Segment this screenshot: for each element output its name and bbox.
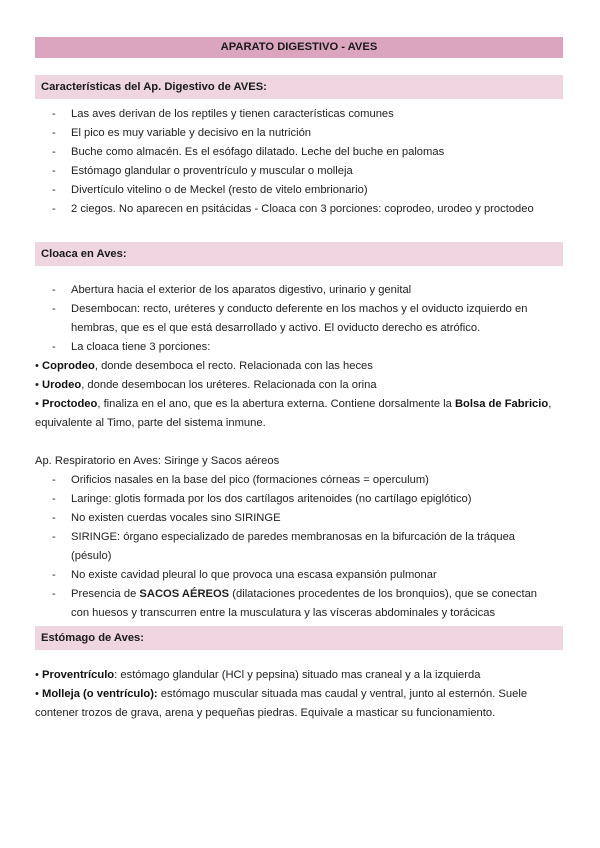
list-item: - SIRINGE: órgano especializado de paredes membranosas en la bifurcación de la tráquea (pésulo) xyxy=(52,528,552,566)
list-item: - Desembocan: recto, uréteres y conducto deferente en los machos y el oviducto izquierdo en hembras, que es el que está desarrollado y activo. El oviducto derecho es atrófico. xyxy=(52,300,552,338)
list-item: - Divertículo vitelino o de Meckel (resto de vitelo embrionario) xyxy=(52,181,552,200)
list-item: - La cloaca tiene 3 porciones: xyxy=(52,338,552,357)
list-item: - Abertura hacia el exterior de los aparatos digestivo, urinario y genital xyxy=(52,281,552,300)
estomago-item-proventriculo: • Proventrículo: estómago glandular (HCl y pepsina) situado mas craneal y a la izquierda xyxy=(35,669,481,681)
list-item: - Estómago glandular o proventrículo y muscular o molleja xyxy=(52,162,552,181)
estomago-item-molleja: • Molleja (o ventrículo): estómago muscular situada mas caudal y ventral, junto al esternón. Suele contener trozos de grava, arena y pequeñas piedras. Equivale a masticar su funcionamiento. xyxy=(35,688,528,719)
list-item: - 2 ciegos. No aparecen en psitácidas - Cloaca con 3 porciones: coprodeo, urodeo y proctodeo xyxy=(52,200,552,219)
list-item: - Las aves derivan de los reptiles y tienen características comunes xyxy=(52,105,552,124)
list-item: - Buche como almacén. Es el esófago dilatado. Leche del buche en palomas xyxy=(52,143,552,162)
term-proctodeo: Proctodeo xyxy=(42,398,98,410)
section-heading-estomago: Estómago de Aves: xyxy=(35,626,563,650)
section-heading-cloaca: Cloaca en Aves: xyxy=(35,242,563,266)
cloaca-portion-coprodeo: • Coprodeo, donde desemboca el recto. Relacionada con las heces xyxy=(35,360,373,372)
cloaca-portion-urodeo: • Urodeo, donde desembocan los uréteres. Relacionada con la orina xyxy=(35,379,377,391)
list-item: - Orificios nasales en la base del pico (formaciones córneas = operculum) xyxy=(52,471,552,490)
list-item: - No existe cavidad pleural lo que provoca una escasa expansión pulmonar xyxy=(52,566,552,585)
section-heading-caracteristicas: Características del Ap. Digestivo de AVES: xyxy=(35,75,563,99)
respiratorio-list xyxy=(52,471,552,623)
term-bolsa-fabricio: Bolsa de Fabricio xyxy=(454,398,549,410)
list-item: - Laringe: glotis formada por los dos cartílagos aritenoides (no cartílago epiglótico) xyxy=(52,490,552,509)
cloaca-list xyxy=(52,281,552,357)
term-coprodeo: Coprodeo xyxy=(42,360,95,372)
list-item: - No existen cuerdas vocales sino SIRINGE xyxy=(52,509,552,528)
list-item: - Presencia de SACOS AÉREOS (dilataciones procedentes de los bronquios), que se conectan con huesos y transcurren entre la musculatura y las vísceras abdominales y torácicas xyxy=(52,585,552,623)
document-title: APARATO DIGESTIVO - AVES xyxy=(35,37,563,58)
term-sacos-aereos: SACOS AÉREOS xyxy=(139,588,230,600)
term-molleja: Molleja (o ventrículo): xyxy=(42,688,158,700)
respiratorio-heading: Ap. Respiratorio en Aves: Siringe y Sacos aéreos xyxy=(35,455,280,467)
list-item: - El pico es muy variable y decisivo en la nutrición xyxy=(52,124,552,143)
term-urodeo: Urodeo xyxy=(42,379,82,391)
term-proventriculo: Proventrículo xyxy=(42,669,115,681)
caracteristicas-list xyxy=(52,105,552,219)
cloaca-portion-proctodeo: • Proctodeo, finaliza en el ano, que es la abertura externa. Contiene dorsalmente la Bolsa de Fabricio, equivalente al Timo, parte del sistema inmune. xyxy=(35,398,552,429)
